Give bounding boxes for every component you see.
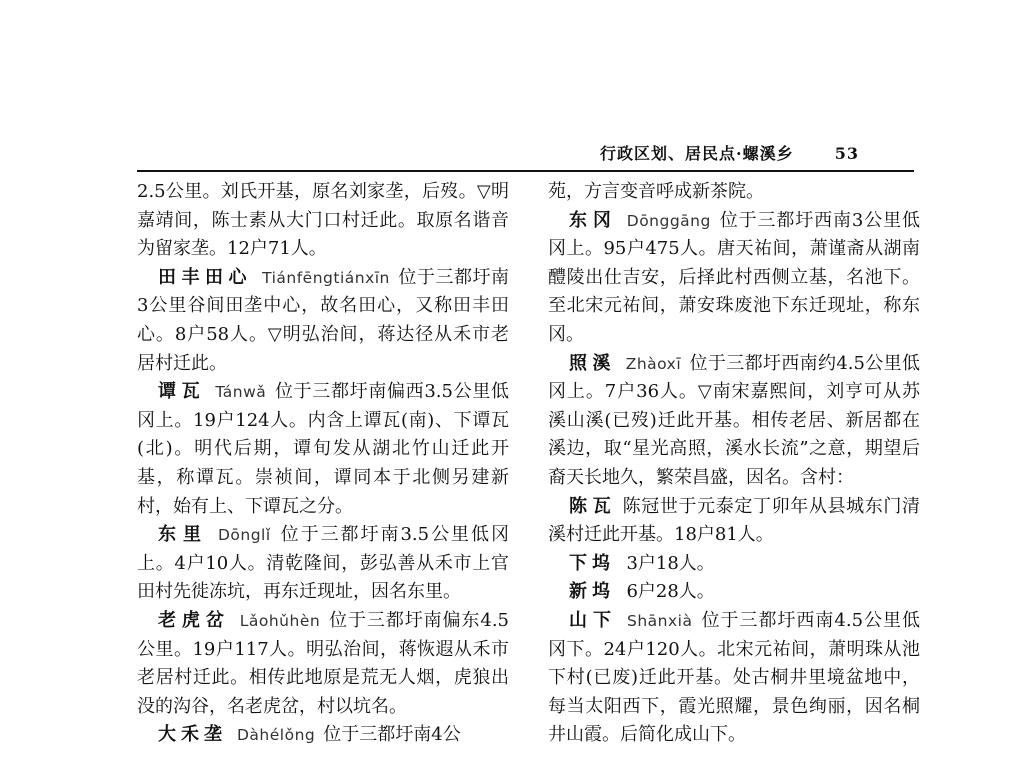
place-name: 东里 bbox=[158, 524, 208, 546]
place-name: 陈瓦 bbox=[569, 495, 617, 517]
left-column bbox=[137, 178, 509, 750]
place-entry bbox=[548, 207, 920, 350]
continuation-paragraph: 2.5公里。刘氏开基，原名刘家垄，后歿。▽明嘉靖间，陈士素从大门口村迁此。取原名谐音为留家垄。12户71人。 bbox=[137, 181, 509, 260]
sub-entry bbox=[548, 493, 920, 550]
running-title: 行政区划、居民点·螺溪乡 bbox=[600, 144, 794, 163]
place-description: 3户18人。 bbox=[626, 552, 715, 574]
place-entry bbox=[137, 607, 509, 721]
place-pinyin: Dōnglǐ bbox=[217, 526, 271, 545]
place-entry bbox=[137, 521, 509, 607]
place-description: 位于三都圩西南4.5公里低冈下。24户120人。北宋元祐间，萧明珠从池下村(已废)迁此开基。处古桐井里境盆地中，每当太阳西下，霞光照耀，景色绚丽，因名桐井山霞。后简化成山下。 bbox=[548, 609, 921, 746]
running-head bbox=[600, 141, 890, 164]
header-rule bbox=[137, 170, 914, 172]
right-column bbox=[548, 178, 920, 750]
sub-entry bbox=[548, 550, 920, 579]
place-description: 位于三都圩西南3公里低冈上。95户475人。唐天祐间，萧谨斋从湖南醴陵出仕吉安，后择此村西侧立基，名池下。至北宋元祐间，萧安珠废池下东迁现址，称东冈。 bbox=[548, 209, 921, 345]
place-description: 位于三都圩南偏东4.5公里。19户117人。明弘治间，蒋恢遐从禾市老居村迁此。相传此地原是荒无人烟，虎狼出没的沟谷，名老虎岔，村以坑名。 bbox=[137, 609, 509, 717]
place-entry bbox=[548, 350, 920, 493]
place-description: 位于三都圩南4公 bbox=[323, 724, 461, 746]
place-description: 6户28人。 bbox=[626, 581, 715, 603]
place-name: 田丰田心 bbox=[158, 266, 253, 288]
continuation-paragraph: 苑，方言变音呼成新茶院。 bbox=[548, 181, 764, 202]
place-pinyin: Tánwǎ bbox=[215, 383, 267, 402]
place-description: 位于三都圩南偏西3.5公里低冈上。19户124人。内含上谭瓦(南)、下谭瓦(北)。明代后期，谭旬发从湖北竹山迁此开基，称谭瓦。崇祯间，谭同本于北侧另建新村，始有上、下谭瓦之分。 bbox=[137, 381, 510, 517]
place-name: 下坞 bbox=[569, 552, 615, 574]
place-description: 位于三都圩南3.5公里低冈上。4户10人。清乾隆间，彭弘善从禾市上官田村先徙冻坑，再东迁现址，因名东里。 bbox=[137, 524, 510, 603]
place-pinyin: Dàhélǒng bbox=[237, 726, 316, 745]
place-pinyin: Zhàoxī bbox=[625, 354, 682, 373]
place-entry bbox=[137, 378, 509, 521]
place-name: 照溪 bbox=[569, 352, 616, 374]
place-name: 新坞 bbox=[569, 581, 615, 603]
place-pinyin: Tiánfēngtiánxīn bbox=[262, 268, 390, 287]
place-description: 陈冠世于元泰定丁卯年从县城东门清溪村迁此开基。18户81人。 bbox=[548, 495, 921, 546]
place-entry bbox=[548, 607, 920, 750]
place-name: 大禾垄 bbox=[158, 724, 227, 746]
place-pinyin: Lǎohǔhèn bbox=[239, 611, 321, 630]
place-description: 位于三都圩西南约4.5公里低冈上。7户36人。▽南宋嘉熙间，刘亨可从苏溪山溪(已歿)迁此开基。相传老居、新居都在溪边，取“星光高照，溪水长流”之意，期望后裔天长地久，繁荣昌盛，因名。含村： bbox=[548, 352, 921, 488]
place-pinyin: Dōnggāng bbox=[626, 211, 711, 230]
sub-entry bbox=[548, 578, 920, 607]
place-name: 东冈 bbox=[569, 209, 617, 231]
place-name: 谭瓦 bbox=[158, 381, 206, 403]
place-pinyin: Shānxià bbox=[627, 611, 693, 630]
place-entry bbox=[137, 721, 509, 750]
place-name: 山下 bbox=[569, 609, 617, 631]
page-number: 53 bbox=[834, 144, 859, 163]
place-description: 位于三都圩南3公里谷间田垄中心，故名田心，又称田丰田心。8户58人。▽明弘治间，蒋达径从禾市老居村迁此。 bbox=[137, 266, 510, 374]
place-entry bbox=[137, 264, 509, 378]
place-name: 老虎岔 bbox=[158, 609, 230, 631]
